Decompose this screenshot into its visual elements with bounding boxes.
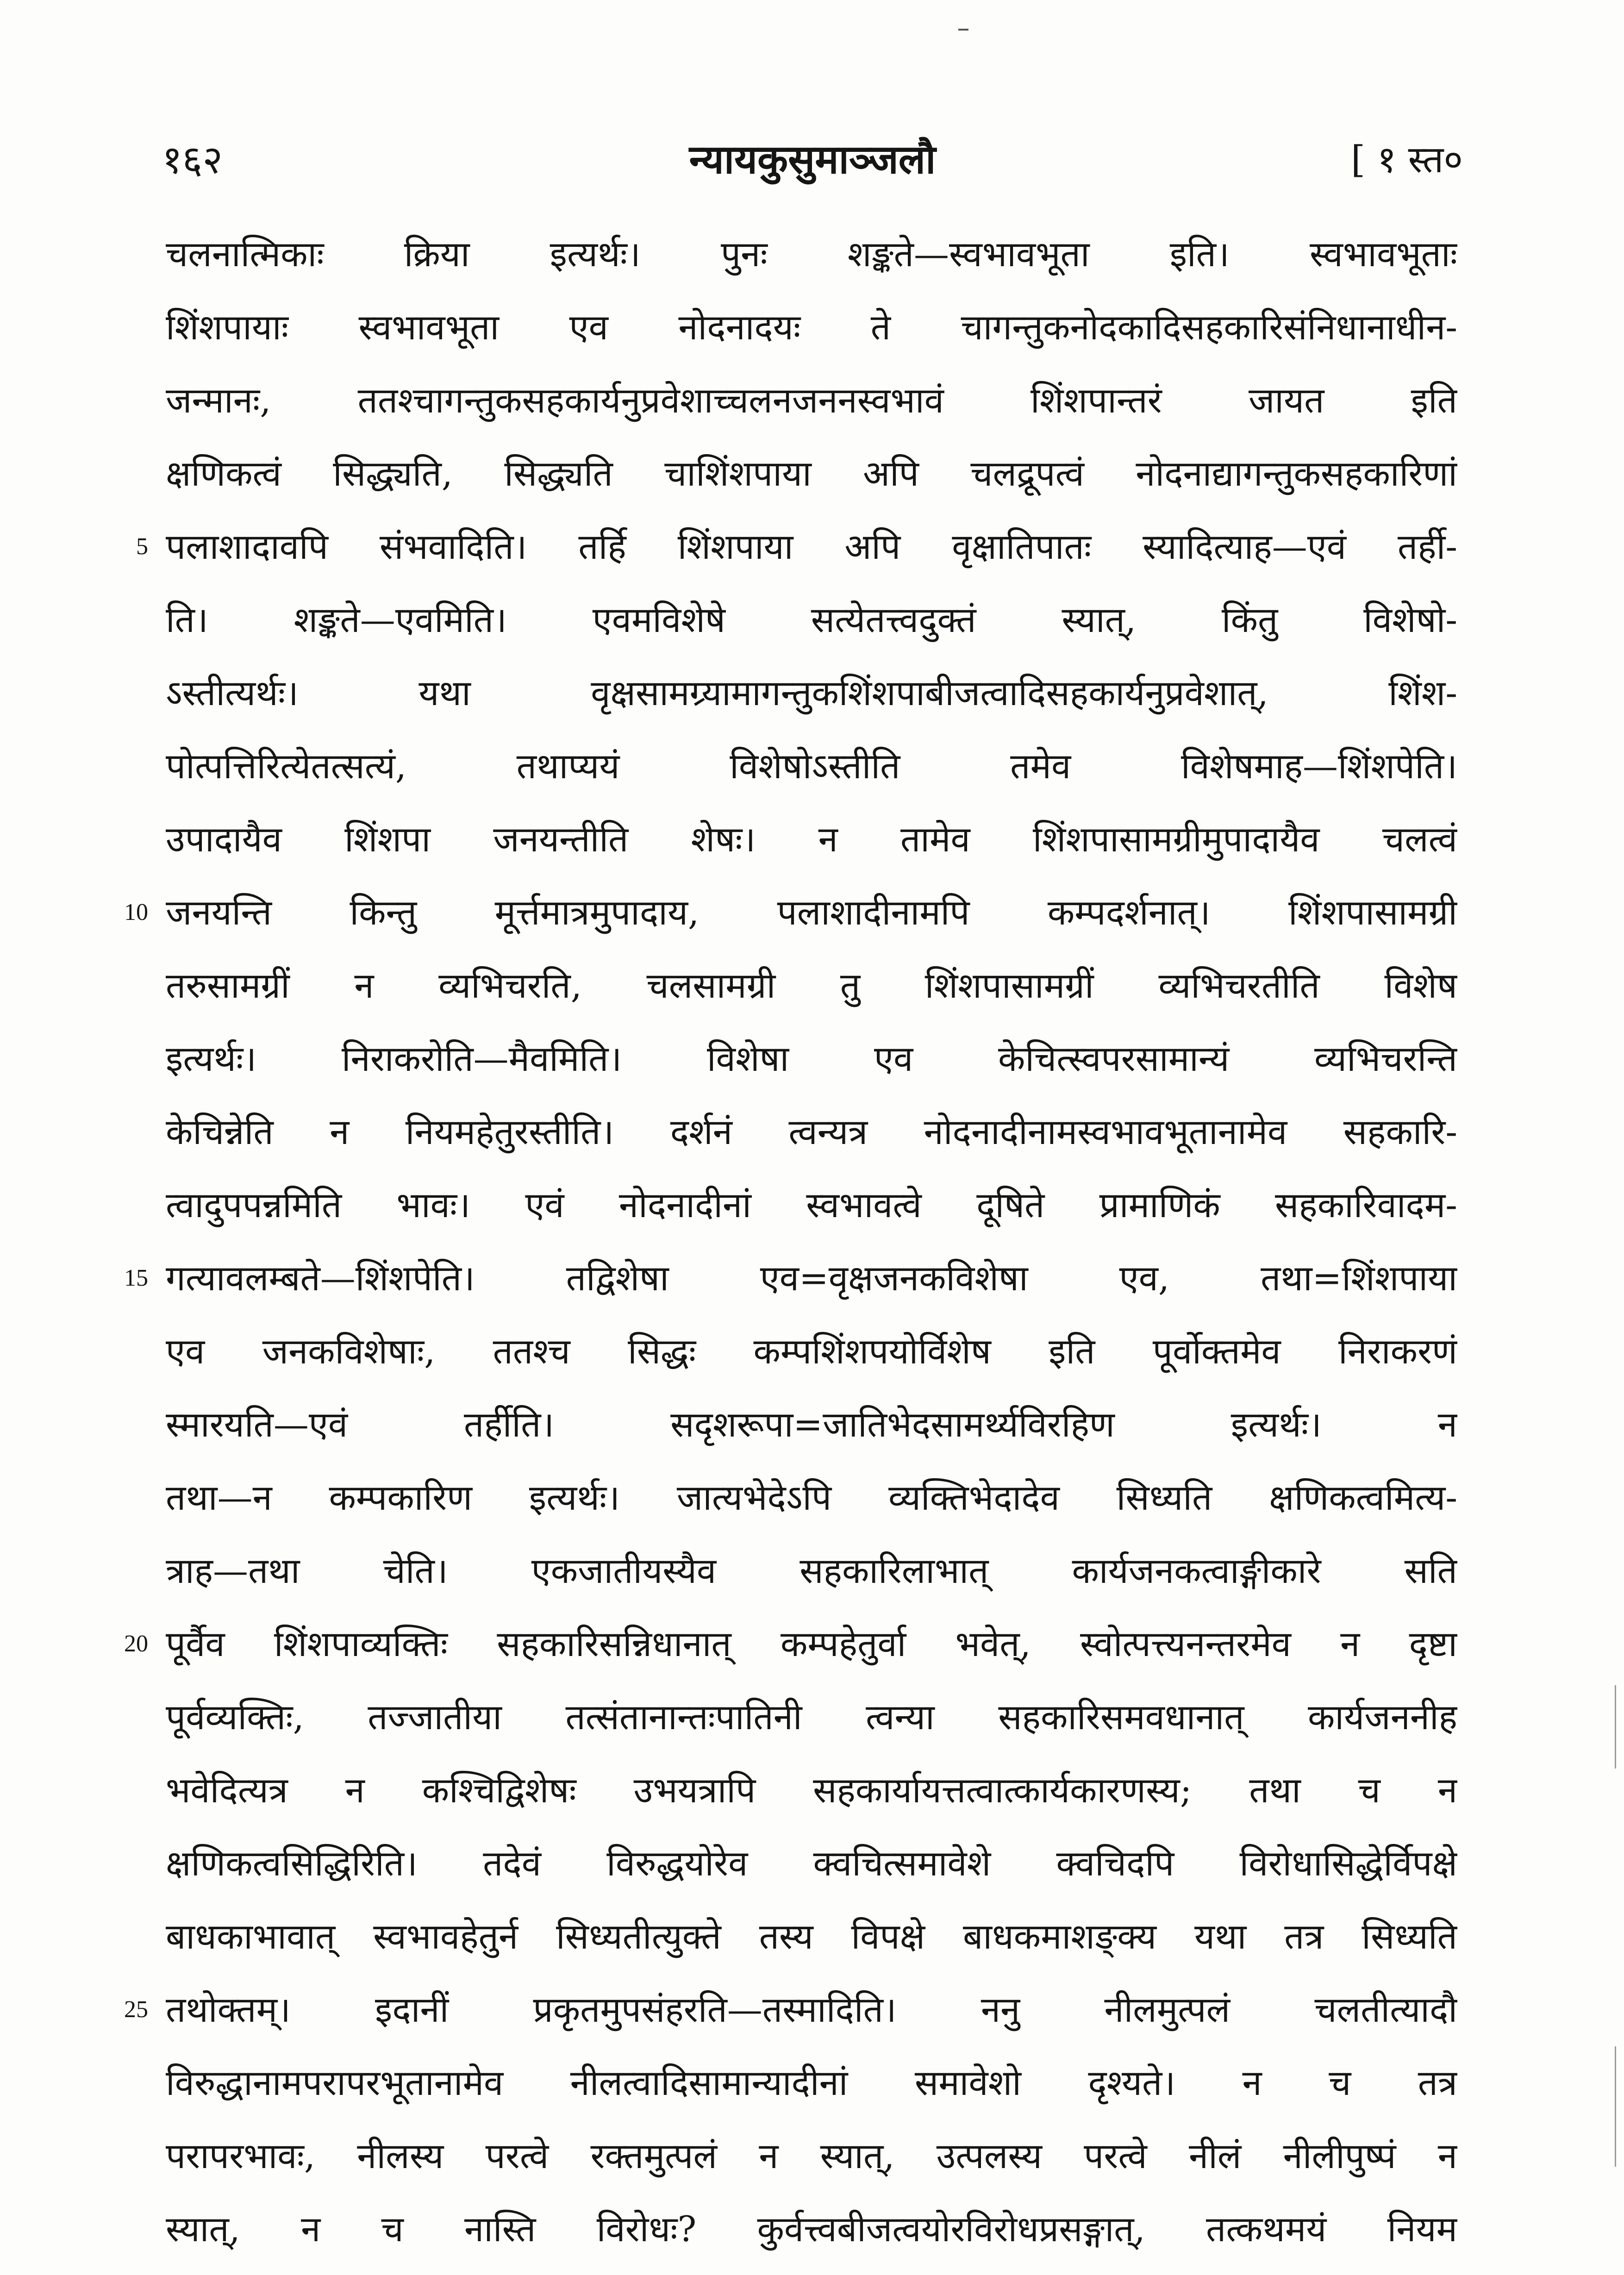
text-line: शिंशपायाः स्वभावभूता एव नोदनादयः ते चागन्तुकनोदकादिसहकारिसंनिधानाधीन- [166, 306, 1457, 348]
running-title: न्यायकुसुमाञ्जलौ [689, 136, 936, 183]
page-number: १६२ [162, 137, 223, 182]
text-line: उपादायैव शिंशपा जनयन्तीति शेषः। न तामेव शिंशपासामग्रीमुपादायैव चलत्वं [166, 819, 1457, 860]
text-line: त्वादुपपन्नमिति भावः। एवं नोदनादीनां स्वभावत्वे दूषिते प्रामाणिकं सहकारिवादम- [166, 1184, 1457, 1225]
text-line: पलाशादावपि संभवादिति। तर्हि शिंशपाया अपि वृक्षातिपातः स्यादित्याह—एवं तर्ही- [166, 526, 1457, 567]
text-line: पोत्पत्तिरित्येतत्सत्यं, तथाप्ययं विशेषोऽस्तीति तमेव विशेषमाह—शिंशपेति। [166, 745, 1457, 787]
text-line: स्मारयति—एवं तर्हीति। सदृशरूपा=जातिभेदसामर्थ्यविरहिण इत्यर्थः। न [166, 1404, 1457, 1445]
text-line: इत्यर्थः। निराकरोति—मैवमिति। विशेषा एव केचित्स्वपरसामान्यं व्यभिचरन्ति [166, 1038, 1457, 1079]
line-number: 25 [124, 1996, 148, 2023]
line-number: 15 [124, 1265, 148, 1291]
text-line: ऽस्तीत्यर्थः। यथा वृक्षसामग्र्यामागन्तुकशिंशपाबीजत्वादिसहकार्यनुप्रवेशात्, शिंश- [166, 672, 1457, 713]
text-line: पूर्वैव शिंशपाव्यक्तिः सहकारिसन्निधानात् कम्पहेतुर्वा भवेत्, स्वोत्पत्त्यनन्तरमेव न दृष्टा [166, 1623, 1457, 1664]
text-line: पूर्वव्यक्तिः, तज्जातीया तत्संतानान्तःपातिनी त्वन्या सहकारिसमवधानात् कार्यजननीह [166, 1696, 1457, 1738]
text-line: भवेदित्यत्र न कश्चिद्विशेषः उभयत्रापि सहकार्यायत्तत्वात्कार्यकारणस्य; तथा च न [166, 1769, 1457, 1811]
text-line: त्राह—तथा चेति। एकजातीयस्यैव सहकारिलाभात् कार्यजनकत्वाङ्गीकारे सति [166, 1550, 1457, 1591]
text-line: बाधकाभावात् स्वभावहेतुर्न सिध्यतीत्युक्ते तस्य विपक्षे बाधकमाशङ्क्य यथा तत्र सिध्यति [166, 1916, 1457, 1957]
text-line: विरुद्धानामपरापरभूतानामेव नीलत्वादिसामान्यादीनां समावेशो दृश्यते। न च तत्र [166, 2062, 1457, 2103]
text-line: क्षणिकत्वं सिद्ध्यति, सिद्ध्यति चाशिंशपाया अपि चलद्रूपत्वं नोदनाद्यागन्तुकसहकारिणां [166, 453, 1457, 494]
text-line: तरुसामग्रीं न व्यभिचरति, चलसामग्री तु शिंशपासामग्रीं व्यभिचरतीति विशेष [166, 965, 1457, 1006]
text-line: क्षणिकत्वसिद्धिरिति। तदेवं विरुद्धयोरेव क्वचित्समावेशे क्वचिदपि विरोधासिद्धेर्विपक्षे [166, 1843, 1457, 1884]
section-reference: [ १ स्त० [1351, 138, 1463, 181]
line-number: 20 [124, 1631, 148, 1657]
text-line: केचिन्नेति न नियमहेतुरस्तीति। दर्शनं त्वन्यत्र नोदनादीनामस्वभावभूतानामेव सहकारि- [166, 1111, 1457, 1152]
scan-mark [958, 29, 968, 31]
text-line: चलनात्मिकाः क्रिया इत्यर्थः। पुनः शङ्कते—स्वभावभूता इति। स्वभावभूताः [166, 233, 1457, 275]
page-header [162, 134, 1463, 185]
scan-edge-mark [1615, 2046, 1616, 2167]
commentary-text [166, 218, 1457, 2266]
scan-edge-mark [1615, 1685, 1616, 1769]
text-line: गत्यावलम्बते—शिंशपेति। तद्विशेषा एव=वृक्षजनकविशेषा एव, तथा=शिंशपाया [166, 1257, 1457, 1299]
line-number: 5 [136, 533, 148, 560]
text-line: जनयन्ति किन्तु मूर्त्तमात्रमुपादाय, पलाशादीनामपि कम्पदर्शनात्। शिंशपासामग्री [166, 892, 1457, 933]
line-number: 10 [124, 899, 148, 925]
text-line: तथोक्तम्। इदानीं प्रकृतमुपसंहरति—तस्मादिति। ननु नीलमुत्पलं चलतीत्यादौ [166, 1989, 1457, 2030]
text-line: जन्मानः, ततश्चागन्तुकसहकार्यनुप्रवेशाच्चलनजननस्वभावं शिंशपान्तरं जायत इति [166, 380, 1457, 421]
text-line: परापरभावः, नीलस्य परत्वे रक्तमुत्पलं न स्यात्, उत्पलस्य परत्वे नीलं नीलीपुष्पं न [166, 2135, 1457, 2176]
text-line: स्यात्, न च नास्ति विरोधः? कुर्वत्त्वबीजत्वयोरविरोधप्रसङ्गात्, तत्कथमयं नियम [166, 2208, 1457, 2250]
text-line: एव जनकविशेषाः, ततश्च सिद्धः कम्पशिंशपयोर्विशेष इति पूर्वोक्तमेव निराकरणं [166, 1331, 1457, 1372]
text-line: ति। शङ्कते—एवमिति। एवमविशेषे सत्येतत्त्वदुक्तं स्यात्, किंतु विशेषो- [166, 599, 1457, 640]
text-line: तथा—न कम्पकारिण इत्यर्थः। जात्यभेदेऽपि व्यक्तिभेदादेव सिध्यति क्षणिकत्वमित्य- [166, 1477, 1457, 1518]
